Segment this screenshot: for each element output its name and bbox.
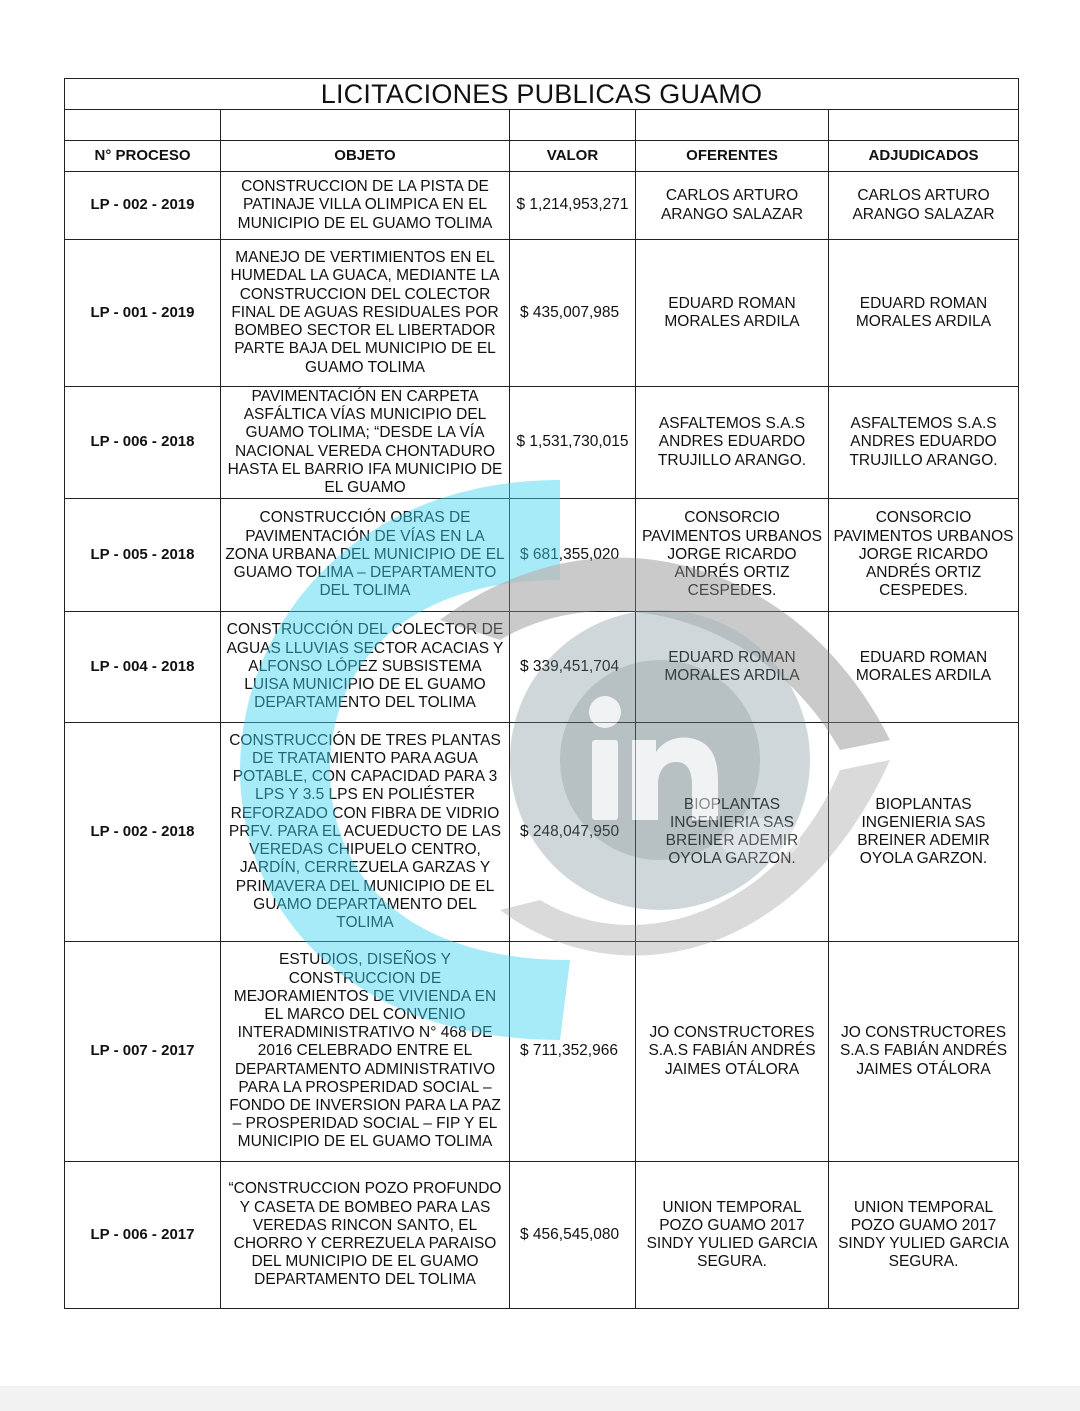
objeto-cell: ESTUDIOS, DISEÑOS Y CONSTRUCCION DE MEJORAMIENTOS DE VIVIENDA EN EL MARCO DEL CONVENIO INTERADMINISTRATIVO N° 468 DE 2016 CELEBRADO ENTRE EL DEPARTAMENTO ADMINISTRATIVO PARA LA PROSPERIDAD SOCIAL – FONDO DE INVERSION PARA LA PAZ – PROSPERIDAD SOCIAL – FIP Y EL MUNICIPIO DE EL GUAMO TOLIMA [221, 942, 510, 1162]
valor-cell: $ 456,545,080 [510, 1162, 636, 1309]
adjudicados-cell: JO CONSTRUCTORES S.A.S FABIÁN ANDRÉS JAIMES OTÁLORA [829, 942, 1019, 1162]
document-title: LICITACIONES PUBLICAS GUAMO [65, 79, 1019, 110]
oferentes-cell: ASFALTEMOS S.A.S ANDRES EDUARDO TRUJILLO ARANGO. [636, 387, 829, 499]
table-body [65, 172, 1019, 1309]
header-objeto: OBJETO [221, 141, 510, 172]
proceso-cell: LP - 004 - 2018 [65, 612, 221, 723]
table-row [65, 172, 1019, 240]
objeto-cell: CONSTRUCCIÓN OBRAS DE PAVIMENTACIÓN DE VÍAS EN LA ZONA URBANA DEL MUNICIPIO DE EL GUAMO TOLIMA – DEPARTAMENTO DEL TOLIMA [221, 499, 510, 612]
oferentes-cell: JO CONSTRUCTORES S.A.S FABIÁN ANDRÉS JAIMES OTÁLORA [636, 942, 829, 1162]
objeto-cell: “CONSTRUCCION POZO PROFUNDO Y CASETA DE BOMBEO PARA LAS VEREDAS RINCON SANTO, EL CHORRO Y CERREZUELA PARAISO DEL MUNICIPIO DE EL GUAMO DEPARTAMENTO DEL TOLIMA [221, 1162, 510, 1309]
oferentes-cell: EDUARD ROMAN MORALES ARDILA [636, 240, 829, 387]
valor-cell: $ 339,451,704 [510, 612, 636, 723]
proceso-cell: LP - 007 - 2017 [65, 942, 221, 1162]
proceso-cell: LP - 002 - 2019 [65, 172, 221, 240]
table-row [65, 240, 1019, 387]
header-valor: VALOR [510, 141, 636, 172]
objeto-cell: CONSTRUCCIÓN DE TRES PLANTAS DE TRATAMIENTO PARA AGUA POTABLE, CON CAPACIDAD PARA 3 LPS Y 3.5 LPS EN POLIÉSTER REFORZADO CON FIBRA DE VIDRIO PRFV. PARA EL ACUEDUCTO DE LAS VEREDAS CHIPUELO CENTRO, JARDÍN, CERREZUELA GARZAS Y PRIMAVERA DEL MUNICIPIO DE EL GUAMO DEPARTAMENTO DEL TOLIMA [221, 723, 510, 942]
adjudicados-cell: BIOPLANTAS INGENIERIA SAS BREINER ADEMIR OYOLA GARZON. [829, 723, 1019, 942]
header-oferentes: OFERENTES [636, 141, 829, 172]
valor-cell: $ 1,531,730,015 [510, 387, 636, 499]
header-adjudicados: ADJUDICADOS [829, 141, 1019, 172]
adjudicados-cell: EDUARD ROMAN MORALES ARDILA [829, 240, 1019, 387]
oferentes-cell: EDUARD ROMAN MORALES ARDILA [636, 612, 829, 723]
adjudicados-cell: EDUARD ROMAN MORALES ARDILA [829, 612, 1019, 723]
proceso-cell: LP - 002 - 2018 [65, 723, 221, 942]
adjudicados-cell: CONSORCIO PAVIMENTOS URBANOS JORGE RICARDO ANDRÉS ORTIZ CESPEDES. [829, 499, 1019, 612]
oferentes-cell: CARLOS ARTURO ARANGO SALAZAR [636, 172, 829, 240]
objeto-cell: PAVIMENTACIÓN EN CARPETA ASFÁLTICA VÍAS MUNICIPIO DEL GUAMO TOLIMA; “DESDE LA VÍA NACIONAL VEREDA CHONTADURO HASTA EL BARRIO IFA MUNICIPIO DE EL GUAMO [221, 387, 510, 499]
oferentes-cell: BIOPLANTAS INGENIERIA SAS BREINER ADEMIR OYOLA GARZON. [636, 723, 829, 942]
proceso-cell: LP - 005 - 2018 [65, 499, 221, 612]
table-row [65, 723, 1019, 942]
valor-cell: $ 248,047,950 [510, 723, 636, 942]
table-row [65, 1162, 1019, 1309]
proceso-cell: LP - 001 - 2019 [65, 240, 221, 387]
bottom-strip [0, 1386, 1080, 1411]
table-row [65, 612, 1019, 723]
valor-cell: $ 681,355,020 [510, 499, 636, 612]
valor-cell: $ 1,214,953,271 [510, 172, 636, 240]
table-row [65, 942, 1019, 1162]
table-row [65, 499, 1019, 612]
objeto-cell: CONSTRUCCION DE LA PISTA DE PATINAJE VILLA OLIMPICA EN EL MUNICIPIO DE EL GUAMO TOLIMA [221, 172, 510, 240]
proceso-cell: LP - 006 - 2018 [65, 387, 221, 499]
empty-row [65, 110, 1019, 141]
adjudicados-cell: UNION TEMPORAL POZO GUAMO 2017 SINDY YULIED GARCIA SEGURA. [829, 1162, 1019, 1309]
table-row [65, 387, 1019, 499]
oferentes-cell: CONSORCIO PAVIMENTOS URBANOS JORGE RICARDO ANDRÉS ORTIZ CESPEDES. [636, 499, 829, 612]
valor-cell: $ 435,007,985 [510, 240, 636, 387]
valor-cell: $ 711,352,966 [510, 942, 636, 1162]
licitaciones-table [64, 78, 1019, 1309]
header-row [65, 141, 1019, 172]
objeto-cell: CONSTRUCCIÓN DEL COLECTOR DE AGUAS LLUVIAS SECTOR ACACIAS Y ALFONSO LÓPEZ SUBSISTEMA LUISA MUNICIPIO DE EL GUAMO DEPARTAMENTO DEL TOLIMA [221, 612, 510, 723]
oferentes-cell: UNION TEMPORAL POZO GUAMO 2017 SINDY YULIED GARCIA SEGURA. [636, 1162, 829, 1309]
adjudicados-cell: CARLOS ARTURO ARANGO SALAZAR [829, 172, 1019, 240]
adjudicados-cell: ASFALTEMOS S.A.S ANDRES EDUARDO TRUJILLO ARANGO. [829, 387, 1019, 499]
objeto-cell: MANEJO DE VERTIMIENTOS EN EL HUMEDAL LA GUACA, MEDIANTE LA CONSTRUCCION DEL COLECTOR FINAL DE AGUAS RESIDUALES POR BOMBEO SECTOR EL LIBERTADOR PARTE BAJA DEL MUNICIPIO DE EL GUAMO TOLIMA [221, 240, 510, 387]
proceso-cell: LP - 006 - 2017 [65, 1162, 221, 1309]
header-proceso: N° PROCESO [65, 141, 221, 172]
